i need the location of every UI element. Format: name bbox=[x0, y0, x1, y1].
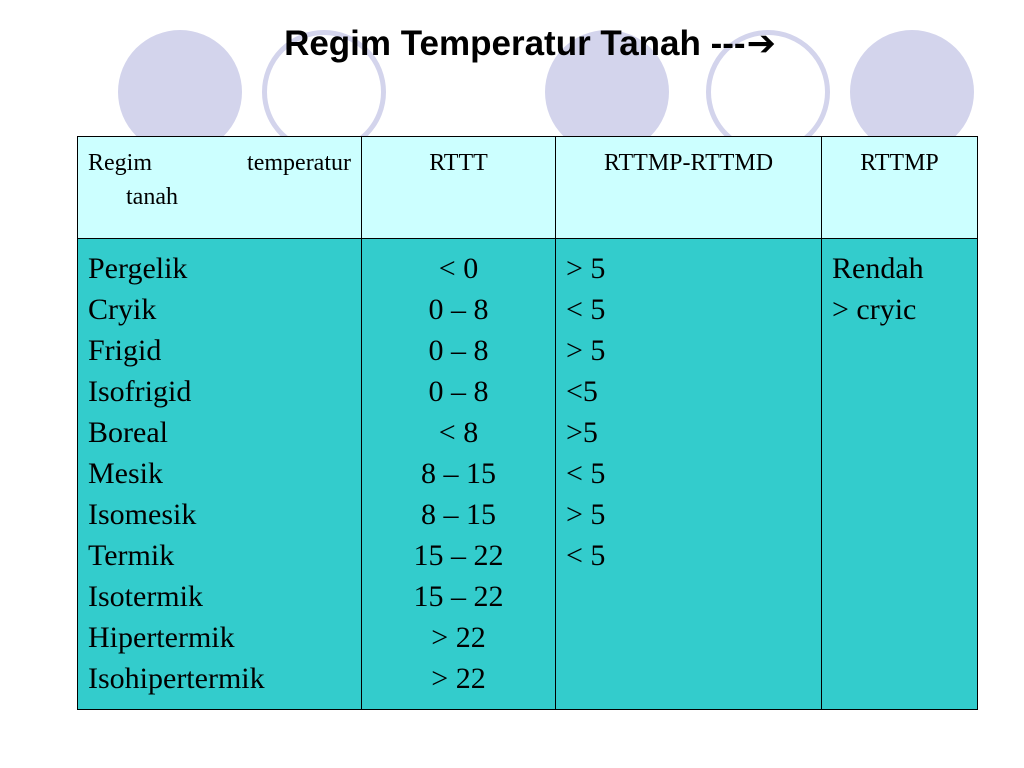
rttmp-value: Rendah bbox=[832, 252, 924, 285]
rttmp-value: > cryic bbox=[832, 293, 917, 326]
rttt-value: > 22 bbox=[431, 621, 486, 654]
regime-name: Frigid bbox=[88, 334, 162, 367]
header-rttmp: RTTMP bbox=[860, 150, 939, 176]
rttt-value: 0 – 8 bbox=[428, 334, 489, 367]
rttmp-rttmd-value: <5 bbox=[566, 375, 598, 408]
header-rttt-cell bbox=[362, 137, 556, 239]
header-regime-word: Regim bbox=[88, 150, 152, 176]
regime-name: Cryik bbox=[88, 293, 157, 326]
rttmp-rttmd-value: > 5 bbox=[566, 252, 606, 285]
rttmp-rttmd-value: > 5 bbox=[566, 334, 606, 367]
rttt-value: 0 – 8 bbox=[428, 293, 489, 326]
table-body-row bbox=[78, 239, 978, 710]
header-rttmp-cell bbox=[822, 137, 978, 239]
rttmp-rttmd-value: < 5 bbox=[566, 293, 606, 326]
regime-name: Boreal bbox=[88, 416, 168, 449]
rttt-value: 8 – 15 bbox=[421, 498, 496, 531]
regime-name: Mesik bbox=[88, 457, 163, 490]
rttt-value: 15 – 22 bbox=[413, 580, 504, 613]
regime-name: Isotermik bbox=[88, 580, 203, 613]
regime-name: Isohipertermik bbox=[88, 662, 265, 695]
regime-name: Termik bbox=[88, 539, 175, 572]
table-header-row bbox=[78, 137, 978, 239]
regime-name: Pergelik bbox=[88, 252, 188, 285]
header-rttmp-rttmd: RTTMP-RTTMD bbox=[603, 150, 774, 176]
rttt-value: < 8 bbox=[438, 416, 479, 449]
regime-name: Isofrigid bbox=[88, 375, 192, 408]
rttmp-list-cell bbox=[822, 239, 978, 710]
header-regime-cell bbox=[78, 137, 362, 239]
rttt-value: > 22 bbox=[431, 662, 486, 695]
rttt-value: 8 – 15 bbox=[421, 457, 496, 490]
header-temperature-word: temperatur bbox=[247, 150, 351, 176]
rttt-value: 0 – 8 bbox=[428, 375, 489, 408]
regime-list-cell bbox=[78, 239, 362, 710]
rttmp-rttmd-value: < 5 bbox=[566, 457, 606, 490]
rttmp-rttmd-list-cell bbox=[556, 239, 822, 710]
rttmp-rttmd-value: >5 bbox=[566, 416, 598, 449]
header-rttmp-rttmd-cell bbox=[556, 137, 822, 239]
header-rttt: RTTT bbox=[429, 150, 488, 176]
rttt-list-cell bbox=[362, 239, 556, 710]
regime-name: Isomesik bbox=[88, 498, 197, 531]
temperature-regime-table bbox=[77, 136, 978, 710]
rttt-value: < 0 bbox=[438, 252, 479, 285]
regime-name: Hipertermik bbox=[88, 621, 235, 654]
rttt-value: 15 – 22 bbox=[413, 539, 504, 572]
rttmp-rttmd-value: < 5 bbox=[566, 539, 606, 572]
arrow-right-icon: ➔ bbox=[746, 24, 776, 63]
slide-title-text: Regim Temperatur Tanah --- bbox=[284, 24, 746, 63]
slide-title bbox=[0, 24, 1024, 64]
header-soil-word: tanah bbox=[126, 184, 178, 210]
rttmp-rttmd-value: > 5 bbox=[566, 498, 606, 531]
